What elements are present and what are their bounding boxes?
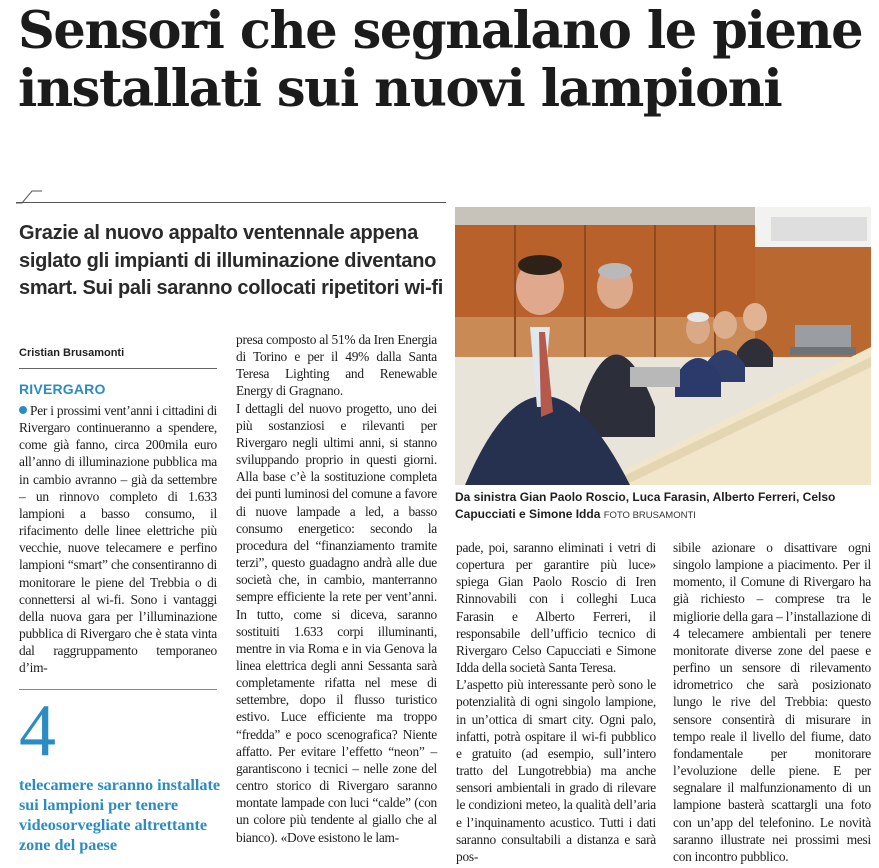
body-column-3 [456, 539, 656, 865]
byline-divider [19, 368, 217, 369]
body-column-3-paragraph-2: L’aspetto più interessante però sono le potenzialità di ogni singolo lampione, in un’ottica di smart city. Ogni palo, infatti, potrà ospitare il wi-fi pubblico e gratuito (ad esempio, sull’intero tratto del Lungotrebbia) ma anche sensori ambientali in grado di rilevare le condizioni meteo, la qualità dell’aria e l’inquinamento acustico. Tutti i dati saranno consultabili a distanza e sarà pos- [456, 677, 656, 864]
body-column-1 [19, 402, 217, 677]
factbox-text: telecamere saranno installate sui lampioni per tenere videosorvegliate altrettante zone del paese [19, 776, 221, 854]
body-column-4-text: sibile azionare o disattivare ogni singolo lampione a piacimento. Per il momento, il Comune di Rivergaro ha già richiesto – comprese tra le migliorie della gara – l’installazione di 4 telecamere ambientali per tenere monitorate diverse zone del paese e perfino un sensore di rilevamento idrometrico che sarà posizionato lungo le rive del Trebbia: questo sensore consentirà di misurare in tempo reale il livello del fiume, dato fondamentale per monitorare l’evoluzione delle piene. E per segnalare il malfunzionamento di un lampione basterà scattargli una foto con un’app del telefonino. Le novità saranno illustrate nei prossimi mesi con incontro pubblico. [673, 540, 871, 864]
headline-line-1: Sensori che segnalano le piene [18, 1, 863, 61]
factbox-number: 4 [19, 690, 56, 772]
body-column-2-paragraph-2: I dettagli del nuovo progetto, uno dei più sostanziosi e rilevanti per Rivergaro negli ultimi anni, si stanno sviluppando proprio in questi giorni. Alla base c’è la sostituzione completa dei punti luminosi del comune a favore di nuove lampade a led, a basso consumo energetico: secondo la procedura del “finanziamento tramite terzi”, questo guadagno andrà alle due società che, in cambio, manterranno sempre efficiente la rete per vent’anni. In tutto, come si diceva, saranno sostituiti 1.633 corpi illuminanti, mentre in via Roma e in via Genova la linea elettrica degli anni Sessanta sarà completamente rifatta nel mese di settembre, dopo il flusso turistico estivo. Luce efficiente ma troppo “fredda” e poco scenografica? Niente affatto. Per evitare l’effetto “neon” – garantiscono i tecnici – nelle zone del centro storico di Rivergaro saranno montate lampade con luci “calde” (con un colore più tendente al giallo che al bianco). «Dove esistono le lam- [236, 400, 437, 845]
photo-caption-text: Da sinistra Gian Paolo Roscio, Luca Farasin, Alberto Ferreri, Celso Capucciati e Simone Idda [455, 490, 836, 521]
headline [18, 2, 873, 118]
body-column-2-paragraph-1: presa composto al 51% da Iren Energia di Torino e per il 49% dalla Santa Teresa Lighting and Renewable Energy di Gragnano. [236, 332, 437, 399]
top-divider [16, 202, 446, 203]
subheadline: Grazie al nuovo appalto ventennale appena siglato gli impianti di illuminazione diventano smart. Sui pali saranno collocati ripetitori wi-fi [19, 222, 443, 299]
byline: Cristian Brusamonti [19, 347, 125, 359]
headline-line-2: installati sui nuovi lampioni [18, 59, 782, 119]
body-column-2 [236, 331, 437, 846]
photo-credit: FOTO BRUSAMONTI [603, 509, 696, 521]
body-column-3-paragraph-1: pade, poi, saranno eliminati i vetri di copertura per garantire più luce» spiega Gian Paolo Roscio di Iren Rinnovabili con i colleghi Luca Farasin e Alberto Ferreri, il responsabile dell’ufficio tecnico di Rivergaro Celso Capucciati e Simone Idda della società Santa Teresa. [456, 540, 656, 676]
bullet-icon [19, 406, 27, 414]
dateline: RIVERGARO [19, 381, 106, 397]
article-photo [455, 207, 871, 485]
photo-caption [455, 489, 871, 524]
meeting-photo-illustration [455, 207, 871, 485]
body-column-1-text: Per i prossimi vent’anni i cittadini di Rivergaro continueranno a spendere, come già fanno, circa 200mila euro all’anno di illuminazione pubblica ma in cambio avranno – già da settembre – un rinnovo completo di 1.633 lampioni a basso consumo, il rifacimento delle linee elettriche più vecchie, nuove telecamere e perfino lampioni “smart” che consentiranno di monitorare le piene del Trebbia o di connettersi al wi-fi. Sono i vantaggi della nuova gara per l’illuminazione pubblica di Rivergaro che è stata vinta dal raggruppamento temporaneo d’im- [19, 403, 217, 676]
body-column-4 [673, 539, 871, 865]
